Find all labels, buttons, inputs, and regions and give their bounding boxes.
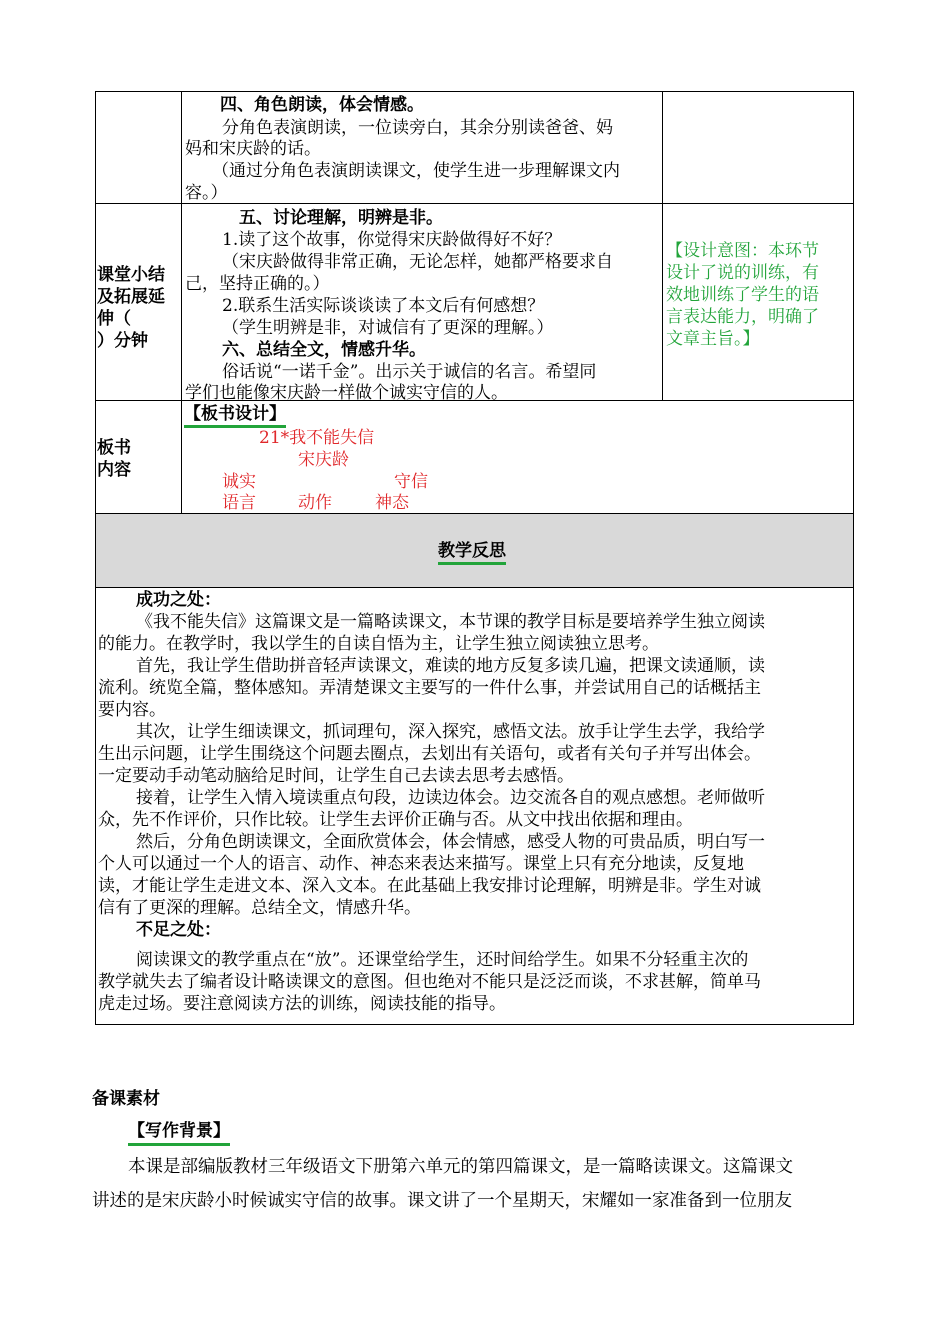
- design-intent-line: 【设计意图：本环节: [666, 241, 819, 261]
- reflection-body-cell: [96, 588, 854, 1025]
- reflection-line: 信有了更深的理解。总结全文，情感升华。: [98, 898, 421, 918]
- reflection-line: 其次，让学生细读课文，抓词理句，深入探究，感悟文法。放手让学生去学，我给学: [136, 722, 765, 742]
- reflection-title: 教学反思: [438, 541, 506, 565]
- section-heading-4: 四、角色朗读，体会情感。: [220, 95, 424, 115]
- board-design-cell: [182, 401, 854, 514]
- reflection-line: 个人可以通过一个人的语言、动作、神态来表达来描写。课堂上只有充分地读，反复地: [98, 854, 744, 874]
- board-word-action: 动作: [298, 493, 332, 513]
- section-heading-5: 五、讨论理解，明辨是非。: [239, 208, 443, 228]
- row-label-line: 及拓展延: [97, 287, 165, 307]
- board-word-expression: 神态: [375, 493, 409, 513]
- board-word-language: 语言: [222, 493, 256, 513]
- success-heading: 成功之处：: [136, 590, 221, 610]
- row1-content-cell: [182, 92, 663, 204]
- board-lesson-title: 21*我不能失信: [259, 428, 375, 448]
- row2-content-cell: [182, 204, 663, 401]
- row-label-line: 伸（: [97, 309, 131, 329]
- paragraph-line: （通过分角色表演朗读课文，使学生进一步理解课文内: [212, 161, 620, 181]
- row1-label-cell: [96, 92, 182, 204]
- row1-notes-cell: [663, 92, 854, 204]
- answer-2: （学生明辨是非，对诚信有了更深的理解。）: [222, 318, 554, 338]
- design-intent-line: 文章主旨。】: [666, 329, 760, 349]
- reflection-line: 的能力。在教学时，我以学生的自读自悟为主，让学生独立阅读独立思考。: [98, 634, 659, 654]
- row-label-line: 板书: [97, 438, 131, 458]
- row2-label-cell: [96, 204, 182, 401]
- board-word-honest: 诚实: [222, 472, 256, 492]
- reflection-line: 教学就失去了编者设计略读课文的意图。但也绝对不能只是泛泛而谈，不求甚解，简单马: [98, 972, 761, 992]
- board-word-keep-promise: 守信: [394, 472, 428, 492]
- materials-line: 本课是部编版教材三年级语文下册第六单元的第四篇课文，是一篇略读课文。这篇课文: [128, 1157, 793, 1177]
- board-name: 宋庆龄: [298, 450, 349, 470]
- deficit-heading: 不足之处：: [136, 920, 221, 940]
- answer-1-line: （宋庆龄做得非常正确，无论怎样，她都严格要求自: [222, 252, 613, 272]
- writing-background-heading: 【写作背景】: [128, 1120, 230, 1146]
- reflection-line: 接着，让学生入情入境读重点句段，边读边体会。边交流各自的观点感想。老师做听: [136, 788, 765, 808]
- reflection-line: 众，先不作评价，只作比较。让学生去评价正确与否。从文中找出依据和理由。: [98, 810, 693, 830]
- section-heading-6: 六、总结全文，情感升华。: [222, 340, 426, 360]
- reflection-line: 流利。统览全篇，整体感知。弄清楚课文主要写的一件什么事，并尝试用自己的话概括主: [98, 678, 761, 698]
- question-1: 1.读了这个故事，你觉得宋庆龄做得好不好？: [222, 230, 562, 250]
- reflection-line: 一定要动手动笔动脑给足时间，让学生自己去读去思考去感悟。: [98, 766, 574, 786]
- row-label-line: 内容: [97, 460, 131, 480]
- row3-label-cell: [96, 401, 182, 514]
- design-intent-cell: [663, 204, 854, 401]
- reflection-line: 要内容。: [98, 700, 166, 720]
- reflection-line: 然后，分角色朗读课文，全面欣赏体会，体会情感，感受人物的可贵品质，明白写一: [136, 832, 765, 852]
- paragraph-line: 学们也能像宋庆龄一样做个诚实守信的人。: [185, 383, 508, 403]
- board-design-title: 【板书设计】: [184, 404, 286, 428]
- answer-1-line: 己，坚持正确的。）: [185, 274, 330, 294]
- materials-line: 讲述的是宋庆龄小时候诚实守信的故事。课文讲了一个星期天，宋耀如一家准备到一位朋友: [92, 1191, 792, 1211]
- paragraph-line: 分角色表演朗读，一位读旁白，其余分别读爸爸、妈: [222, 118, 613, 138]
- reflection-line: 虎走过场。要注意阅读方法的训练，阅读技能的指导。: [98, 994, 506, 1014]
- lesson-plan-table: [95, 91, 854, 1025]
- reflection-line: 首先，我让学生借助拼音轻声读课文，难读的地方反复多读几遍，把课文读通顺，读: [136, 656, 765, 676]
- question-2: 2.联系生活实际谈谈读了本文后有何感想？: [222, 296, 545, 316]
- reflection-line: 生出示问题，让学生围绕这个问题去圈点，去划出有关语句，或者有关句子并写出体会。: [98, 744, 761, 764]
- row-label-line: 课堂小结: [97, 265, 165, 285]
- row-label-line: ）分钟: [97, 331, 148, 351]
- paragraph-line: 俗话说“一诺千金”。出示关于诚信的名言。希望同: [222, 362, 597, 382]
- design-intent-line: 设计了说的训练，有: [666, 263, 819, 283]
- design-intent-line: 效地训练了学生的语: [666, 285, 819, 305]
- paragraph-line: 容。）: [185, 183, 228, 203]
- materials-heading: 备课素材: [92, 1089, 160, 1109]
- design-intent-line: 言表达能力，明确了: [666, 307, 819, 327]
- reflection-line: 阅读课文的教学重点在“放”。还课堂给学生，还时间给学生。如果不分轻重主次的: [136, 950, 749, 970]
- reflection-line: 读，才能让学生走进文本、深入文本。在此基础上我安排讨论理解，明辨是非。学生对诚: [98, 876, 761, 896]
- reflection-header-cell: [96, 514, 854, 588]
- reflection-line: 《我不能失信》这篇课文是一篇略读课文，本节课的教学目标是要培养学生独立阅读: [136, 612, 765, 632]
- paragraph-line: 妈和宋庆龄的话。: [185, 139, 321, 159]
